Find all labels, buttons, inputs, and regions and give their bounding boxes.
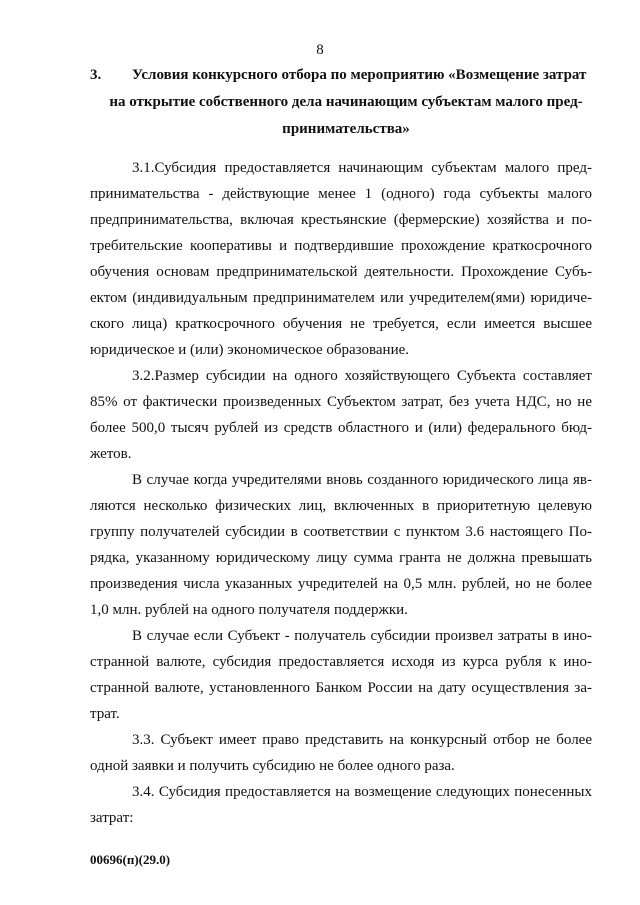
paragraph-founders [90, 467, 592, 623]
text-line: юридическое и (или) экономическое образование. [90, 342, 410, 358]
text-line: ляются несколько физических лиц, включенных в приоритетную целевую [90, 498, 592, 514]
text-line: жетов. [90, 446, 132, 462]
section-heading-line: принимательства» [282, 121, 410, 137]
text-line: В случае если Субъект - получатель субсидии произвел затраты в ино- [132, 628, 592, 644]
text-line: затрат: [90, 810, 134, 826]
document-code: 00696(п)(29.0) [90, 852, 171, 867]
section-heading-text: Условия конкурсного отбора по мероприятию «Возмещение затрат [132, 67, 587, 83]
text-line: требительские кооперативы и подтвердившие прохождение краткосрочного [90, 238, 592, 254]
text-line: 3.1.Субсидия предоставляется начинающим субъектам малого пред- [132, 160, 592, 176]
text-line: В случае когда учредителями вновь созданного юридического лица яв- [132, 472, 592, 488]
paragraph-3-2 [90, 363, 592, 467]
paragraph-3-3 [90, 727, 592, 779]
text-line: принимательства - действующие менее 1 (одного) года субъекты малого [90, 186, 592, 202]
paragraph-foreign-currency [90, 623, 592, 727]
text-line: ектом (индивидуальным предпринимателем или учредителем(ями) юридиче- [90, 290, 592, 306]
text-line: предпринимательства, включая крестьянские (фермерские) хозяйства и по- [90, 212, 592, 228]
text-line: произведения числа указанных учредителей на 0,5 млн. рублей, но не более [90, 576, 592, 592]
paragraph-3-1 [90, 155, 592, 363]
text-line: 3.4. Субсидия предоставляется на возмещение следующих понесенных [132, 784, 592, 800]
text-line: группу получателей субсидии в соответствии с пунктом 3.6 настоящего По- [90, 524, 592, 540]
text-line: 1,0 млн. рублей на одного получателя поддержки. [90, 602, 408, 618]
text-line: рядка, указанному юридическому лицу сумма гранта не должна превышать [90, 550, 592, 566]
text-line: более 500,0 тысяч рублей из средств областного и (или) федерального бюд- [90, 420, 592, 436]
text-line: одной заявки и получить субсидию не более одного раза. [90, 758, 455, 774]
text-line: обучения основам предпринимательской деятельности. Прохождение Субъ- [90, 264, 592, 280]
page-number: 8 [316, 42, 324, 58]
text-line: 3.2.Размер субсидии на одного хозяйствующего Субъекта составляет [132, 368, 592, 384]
text-line: 3.3. Субъект имеет право представить на конкурсный отбор не более [132, 732, 592, 748]
section-number: 3. [90, 67, 102, 83]
text-line: 85% от фактически произведенных Субъектом затрат, без учета НДС, но не [90, 394, 592, 410]
text-line: странной валюте, установленного Банком России на дату осуществления за- [90, 680, 592, 696]
section-heading [90, 62, 602, 143]
text-line: ского лица) краткосрочного обучения не требуется, если имеется высшее [90, 316, 592, 332]
text-line: странной валюте, субсидия предоставляется исходя из курса рубля к ино- [90, 654, 592, 670]
document-body [90, 155, 592, 831]
paragraph-3-4 [90, 779, 592, 831]
section-heading-line [90, 62, 602, 89]
text-line: трат. [90, 706, 120, 722]
section-heading-line: на открытие собственного дела начинающим субъектам малого пред- [109, 94, 583, 110]
